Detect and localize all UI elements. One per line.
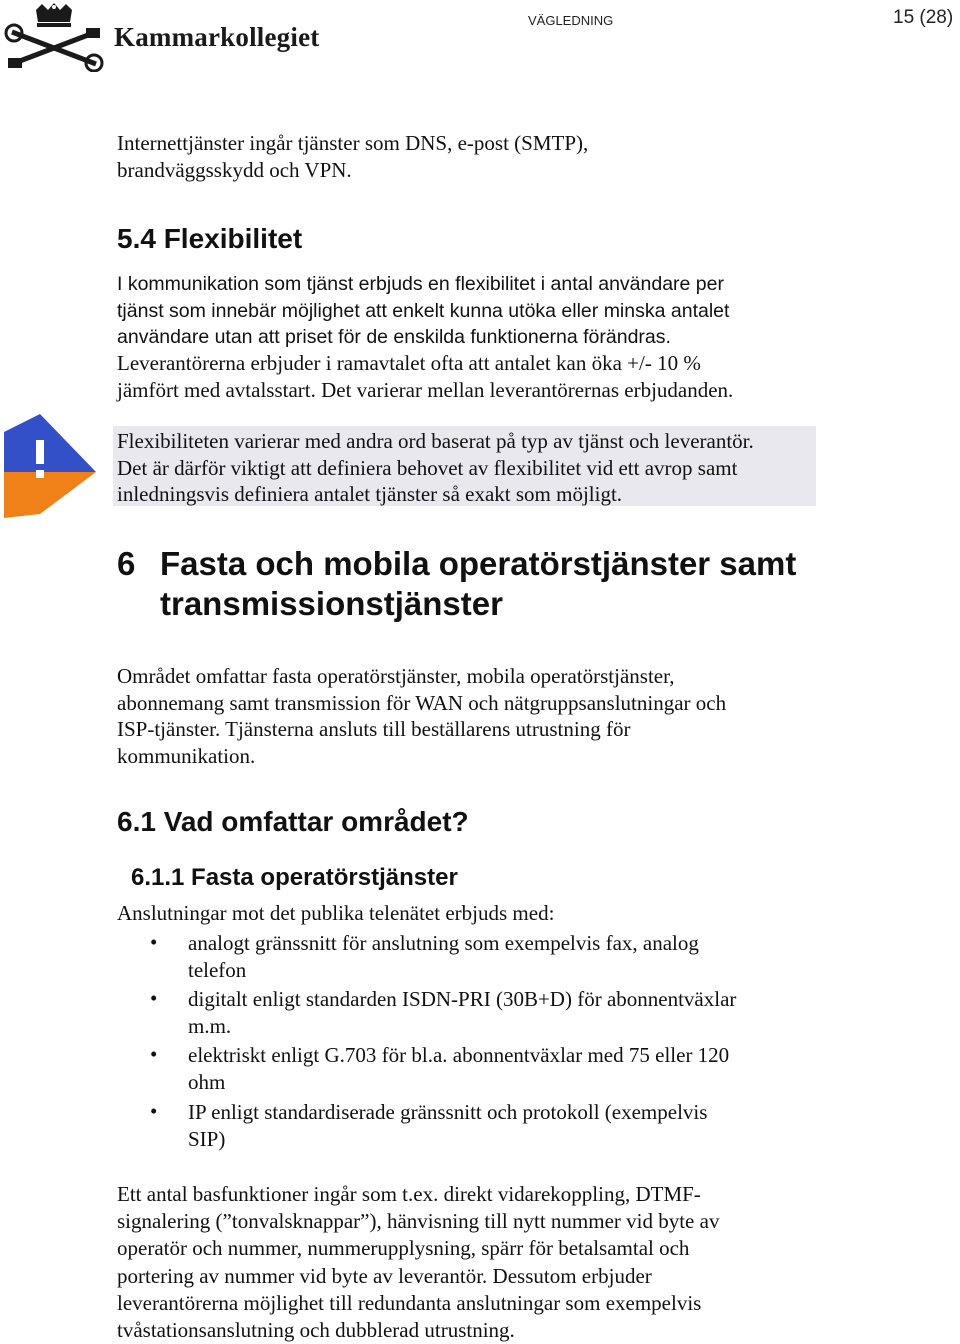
flexibility-paragraph-2 [117,350,733,403]
text-line: abonnemang samt transmission för WAN och nätgruppsanslutningar och [117,690,727,715]
bullet-icon: • [150,986,158,1010]
heading-line: transmissionstjänster [160,585,503,622]
kammarkollegiet-logo [2,2,332,72]
text-line: elektriskt enligt G.703 för bl.a. abonnentväxlar med 75 eller 120 [188,1043,730,1067]
bullet-icon: • [150,1099,158,1123]
crown-keys-emblem-icon [2,2,112,72]
text-line: portering av nummer vid byte av leverantör. Dessutom erbjuder [117,1263,652,1288]
closing-paragraph [117,1181,719,1344]
note-text [117,428,754,508]
bullet-icon: • [150,930,158,954]
text-line: telefon [188,958,247,982]
text-line: ohm [188,1070,226,1094]
text-line: inledningsvis definiera antalet tjänster så exakt som möjligt. [117,482,623,506]
lead-text: Anslutningar mot det publika telenätet erbjuds med: [117,901,555,925]
text-line: analogt gränssnitt för anslutning som exempelvis fax, analog [188,931,699,955]
text-line: Internettjänster ingår tjänster som DNS, e-post (SMTP), [117,131,589,155]
text-line: ISP-tjänster. Tjänsterna ansluts till beställarens utrustning för [117,717,631,741]
heading-6-title [160,544,796,624]
bullet-icon: • [150,1042,158,1066]
heading-6-1-1: 6.1.1 Fasta operatörstjänster [131,864,458,891]
text-line: Leverantörerna erbjuder i ramavtalet ofta att antalet kan öka +/- 10 % [117,351,701,375]
text-line: SIP) [188,1127,226,1151]
heading-5-4: 5.4 Flexibilitet [117,223,303,254]
text-line: kommunikation. [117,743,256,768]
org-name: Kammarkollegiet [114,22,320,52]
heading-6-number: 6 [117,545,136,582]
text-line: brandväggsskydd och VPN. [117,157,352,182]
flexibility-paragraph-1 [117,271,729,351]
text-line: användare utan att priset för de enskilda funktionerna förändras. [117,326,671,348]
heading-6-1: 6.1 Vad omfattar området? [117,806,469,837]
text-line: tvåstationsanslutning och dubblerad utrustning. [117,1318,515,1343]
intro-paragraph [117,130,588,183]
section-6-paragraph [117,663,726,769]
text-line: leverantörerna möjlighet till redundanta anslutningar som exempelvis [117,1290,702,1315]
warning-icon [0,410,98,520]
heading-line: Fasta och mobila operatörstjänster samt [160,545,797,582]
page-number: 15 (28) [893,7,954,28]
text-line: Ett antal basfunktioner ingår som t.ex. direkt vidarekoppling, DTMF- [117,1182,701,1206]
text-line: digitalt enligt standarden ISDN-PRI (30B+D) för abonnentväxlar [188,987,737,1011]
text-line: IP enligt standardiserade gränssnitt och protokoll (exempelvis [188,1100,708,1124]
text-line: Det är därför viktigt att definiera behovet av flexibilitet vid ett avrop samt [117,455,738,480]
text-line: Flexibiliteten varierar med andra ord baserat på typ av tjänst och leverantör. [117,429,754,453]
document-type: VÄGLEDNING [528,13,614,28]
text-line: Området omfattar fasta operatörstjänster, mobila operatörstjänster, [117,664,675,688]
text-line: signalering (”tonvalsknappar”), hänvisning till nytt nummer vid byte av [117,1209,720,1234]
text-line: tjänst som innebär möjlighet att enkelt kunna utöka eller minska antalet [117,299,730,322]
text-line: m.m. [188,1014,232,1038]
text-line: operatör och nummer, nummerupplysning, spärr för betalsamtal och [117,1236,690,1261]
text-line: I kommunikation som tjänst erbjuds en flexibilitet i antal användare per [117,273,724,295]
text-line: jämfört med avtalsstart. Det varierar mellan leverantörernas erbjudanden. [117,377,734,402]
